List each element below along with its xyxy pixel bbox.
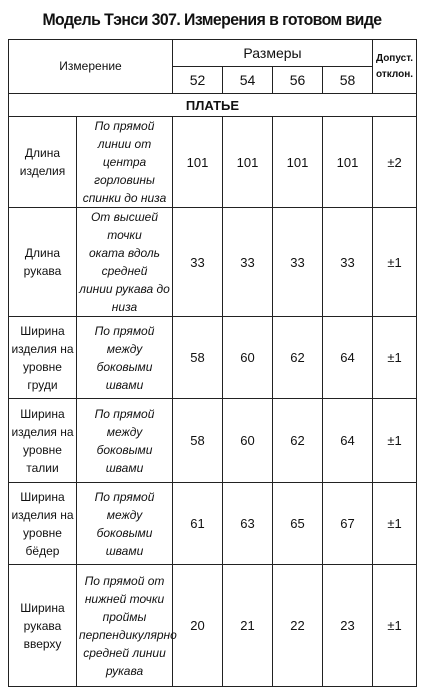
measure-description-line: боковыми швами <box>96 359 153 392</box>
size-value: 67 <box>323 483 373 565</box>
measure-name-line: изделия <box>19 164 66 178</box>
size-value: 63 <box>223 483 273 565</box>
measure-description-line: низа <box>111 300 138 314</box>
measure-description <box>77 208 173 317</box>
header-size-52: 52 <box>173 67 223 94</box>
section-title: ПЛАТЬЕ <box>9 94 417 117</box>
measure-name-line: Ширина <box>20 406 65 421</box>
size-value: 101 <box>223 117 273 208</box>
measure-name <box>9 317 77 399</box>
measure-name <box>9 117 77 208</box>
tolerance-value: ±2 <box>373 117 417 208</box>
header-tolerance-line1: Допуст. <box>375 52 414 64</box>
header-measure: Измерение <box>9 40 173 94</box>
table-row <box>9 565 417 687</box>
measure-description-line: По прямой между <box>94 323 155 356</box>
size-value: 101 <box>323 117 373 208</box>
size-value: 33 <box>223 208 273 317</box>
size-value: 58 <box>173 399 223 483</box>
size-value: 20 <box>173 565 223 687</box>
measure-name-line: талии <box>26 460 59 475</box>
size-value: 21 <box>223 565 273 687</box>
header-tolerance <box>373 40 417 94</box>
measure-description <box>77 565 177 687</box>
size-value: 60 <box>223 399 273 483</box>
header-size-58: 58 <box>323 67 373 94</box>
size-value: 64 <box>323 399 373 483</box>
measure-name-line: Ширина <box>20 600 65 615</box>
measure-name <box>9 208 77 317</box>
header-size-56: 56 <box>273 67 323 94</box>
size-value: 101 <box>273 117 323 208</box>
measure-description-line: линии рукава до <box>79 282 170 296</box>
table-row <box>9 117 417 208</box>
table-row <box>9 483 417 565</box>
measure-description-line: центра горловины <box>94 155 155 187</box>
measure-name <box>9 399 77 483</box>
tolerance-value: ±1 <box>373 399 417 483</box>
measure-name-line: рукава <box>23 264 62 278</box>
measure-description-line: По прямой от <box>84 573 165 588</box>
table-row <box>9 317 417 399</box>
measure-name-line: Длина <box>24 146 61 160</box>
size-value: 22 <box>273 565 323 687</box>
size-value: 62 <box>273 317 323 399</box>
measure-name-line: Ширина <box>20 489 65 504</box>
size-value: 61 <box>173 483 223 565</box>
measure-description-line: боковыми швами <box>96 525 153 558</box>
size-value: 33 <box>173 208 223 317</box>
size-value: 33 <box>323 208 373 317</box>
measure-name <box>9 565 77 687</box>
header-size-54: 54 <box>223 67 273 94</box>
measure-description <box>77 399 173 483</box>
measure-description <box>77 117 173 208</box>
page-title: Модель Тэнси 307. Измерения в готовом виде <box>42 10 382 29</box>
header-tolerance-line2: отклон. <box>375 68 414 80</box>
size-value: 62 <box>273 399 323 483</box>
measure-description <box>77 483 173 565</box>
measure-description-line: По прямой между <box>94 489 155 522</box>
tolerance-value: ±1 <box>373 208 417 317</box>
measure-name-line: уровне груди <box>23 359 62 392</box>
measure-description-line: оката вдоль средней <box>88 246 160 278</box>
tolerance-value: ±1 <box>373 565 417 687</box>
measure-name <box>9 483 77 565</box>
measure-description-line: От высшей точки <box>90 210 159 242</box>
header-sizes: Размеры <box>173 40 373 67</box>
measure-description-line: средней линии <box>83 645 166 660</box>
measure-name-line: изделия на <box>11 507 74 522</box>
measure-description-line: По прямой между <box>94 406 155 439</box>
measure-description-line: рукава <box>105 663 144 678</box>
measure-name-line: вверху <box>23 636 62 651</box>
measurements-table <box>8 39 417 687</box>
measure-description-line: нижней точки <box>84 591 165 606</box>
tolerance-value: ±1 <box>373 483 417 565</box>
measure-description <box>77 317 173 399</box>
measure-name-line: рукава <box>23 618 62 633</box>
size-value: 60 <box>223 317 273 399</box>
measure-name-line: изделия на <box>11 341 74 356</box>
measure-name-line: бёдер <box>25 543 60 558</box>
measure-name-line: Длина <box>24 246 61 260</box>
measure-description-line: спинки до низа <box>82 191 167 205</box>
tolerance-value: ±1 <box>373 317 417 399</box>
table-row <box>9 208 417 317</box>
size-value: 58 <box>173 317 223 399</box>
size-value: 33 <box>273 208 323 317</box>
size-value: 23 <box>323 565 373 687</box>
measure-description-line: перпендикулярно <box>79 627 177 642</box>
size-value: 65 <box>273 483 323 565</box>
table-row <box>9 399 417 483</box>
measure-name-line: уровне <box>23 525 62 540</box>
measure-name-line: уровне <box>23 442 62 457</box>
measure-description-line: По прямой линии от <box>94 119 155 151</box>
size-value: 101 <box>173 117 223 208</box>
size-value: 64 <box>323 317 373 399</box>
measure-description-line: боковыми швами <box>96 442 153 475</box>
measure-name-line: Ширина <box>20 323 65 338</box>
measure-description-line: проймы <box>102 609 147 624</box>
measure-name-line: изделия на <box>11 424 74 439</box>
